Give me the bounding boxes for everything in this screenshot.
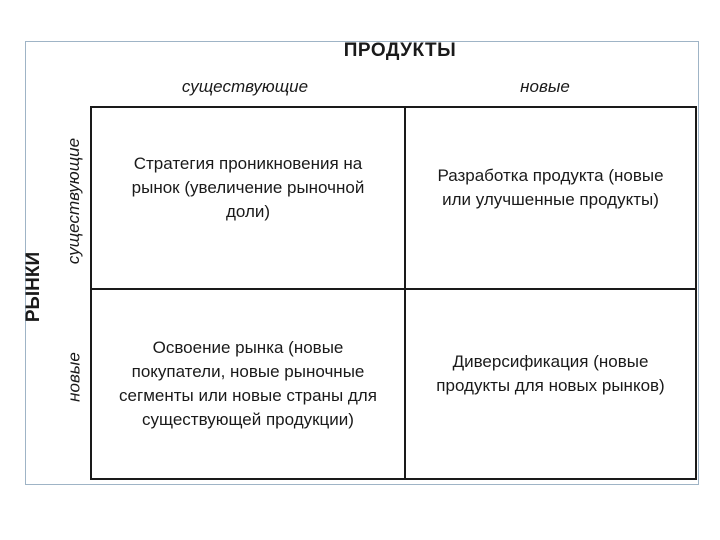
column-label-existing-products: существующие	[181, 77, 309, 96]
products-header: ПРОДУКТЫ	[343, 40, 457, 61]
cell-product-development-text: Разработка продукта (новые или улучшенные продукты)	[437, 166, 664, 209]
row-label-existing-markets: существующие	[64, 137, 83, 265]
markets-header: РЫНКИ	[23, 251, 44, 323]
row-label-new-markets: новые	[64, 352, 84, 402]
cell-diversification	[406, 290, 695, 478]
cell-market-development	[92, 290, 404, 478]
cell-diversification-text: Диверсификация (новые продукты для новых рынков)	[436, 352, 665, 395]
cell-market-penetration	[92, 108, 404, 288]
cell-product-development	[406, 108, 695, 288]
cell-market-penetration-text: Стратегия проникновения на рынок (увеличение рыночной доли)	[131, 154, 365, 221]
column-label-new-products: новые	[520, 77, 570, 96]
cell-market-development-text: Освоение рынка (новые покупатели, новые рыночные сегменты или новые страны для существующей продукции)	[119, 338, 377, 429]
